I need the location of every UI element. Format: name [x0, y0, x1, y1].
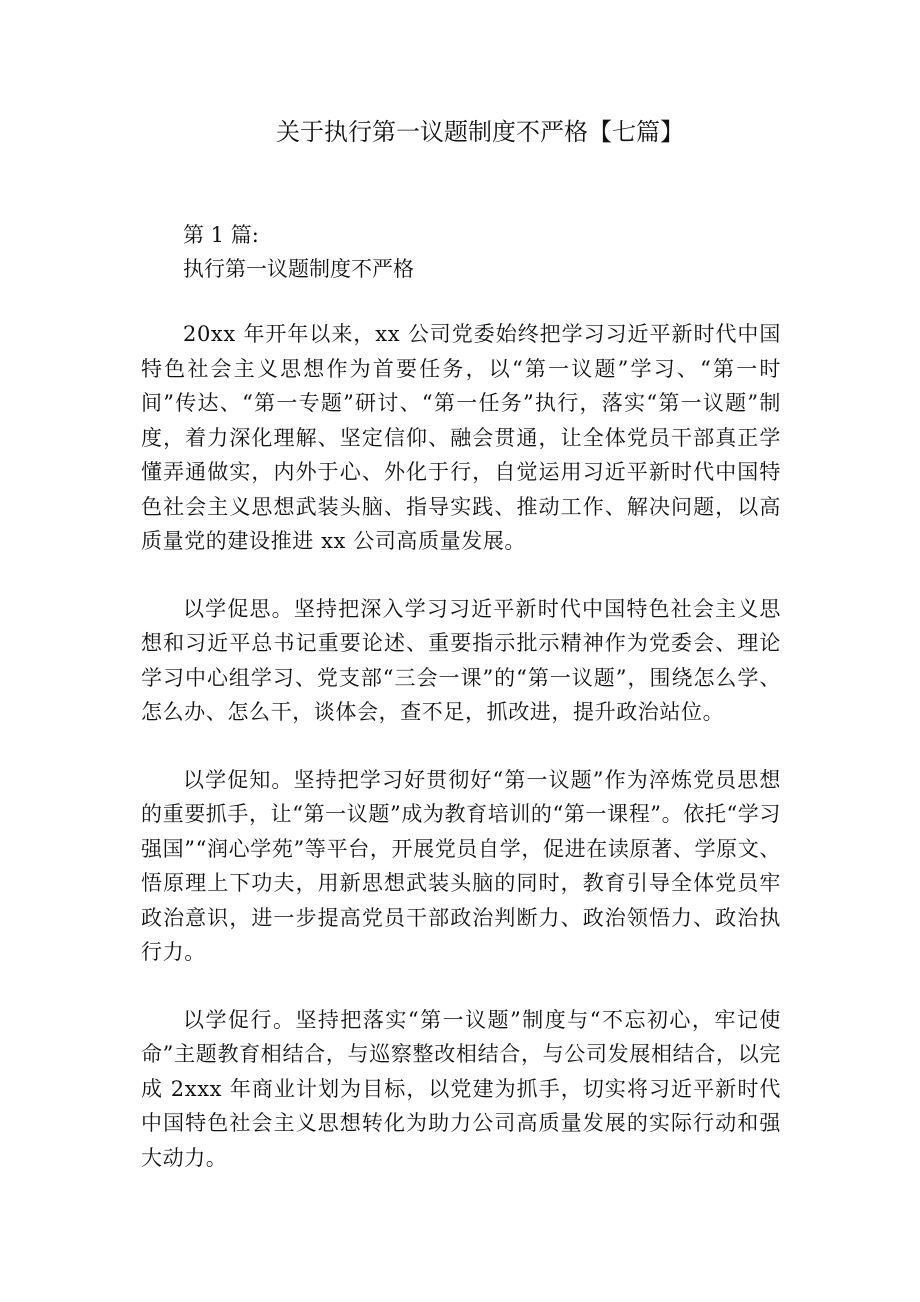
paragraph-study-thinking: 以学促思。坚持把深入学习习近平新时代中国特色社会主义思想和习近平总书记重要论述、重要指示批示精神作为党委会、理论学习中心组学习、党支部“三会一课”的“第一议题”，围绕怎么学、怎么办、怎么干，谈体会，查不足，抓改进，提升政治站位。 — [141, 596, 781, 724]
paragraph-study-knowing: 以学促知。坚持把学习好贯彻好“第一议题”作为淬炼党员思想的重要抓手，让“第一议题”成为教育培训的“第一课程”。依托“学习强国”“润心学苑”等平台，开展党员自学，促进在读原著、学原文、悟原理上下功夫，用新思想武装头脑的同时，教育引导全体党员牢政治意识，进一步提高党员干部政治判断力、政治领悟力、政治执行力。 — [141, 767, 781, 964]
chapter-subtitle: 执行第一议题制度不严格 — [183, 257, 414, 281]
document-body — [141, 317, 781, 1208]
document-title: 关于执行第一议题制度不严格【七篇】 — [276, 118, 684, 146]
paragraph-intro: 20xx 年开年以来，xx 公司党委始终把学习习近平新时代中国特色社会主义思想作为首要任务，以“第一议题”学习、“第一时间”传达、“第一专题”研讨、“第一任务”执行，落实“第一议题”制度，着力深化理解、坚定信仰、融会贯通，让全体党员干部真正学懂弄通做实，内外于心、外化于行，自觉运用习近平新时代中国特色社会主义思想武装头脑、指导实践、推动工作、解决问题，以高质量党的建设推进 xx 公司高质量发展。 — [141, 322, 781, 553]
chapter-label: 第 1 篇: — [183, 223, 259, 247]
chapter-heading — [183, 218, 414, 286]
paragraph-study-acting: 以学促行。坚持把落实“第一议题”制度与“不忘初心，牢记使命”主题教育相结合，与巡察整改相结合，与公司发展相结合，以完成 2xxx 年商业计划为目标，以党建为抓手，切实将习近平新时代中国特色社会主义思想转化为助力公司高质量发展的实际行动和强大动力。 — [141, 1007, 781, 1170]
